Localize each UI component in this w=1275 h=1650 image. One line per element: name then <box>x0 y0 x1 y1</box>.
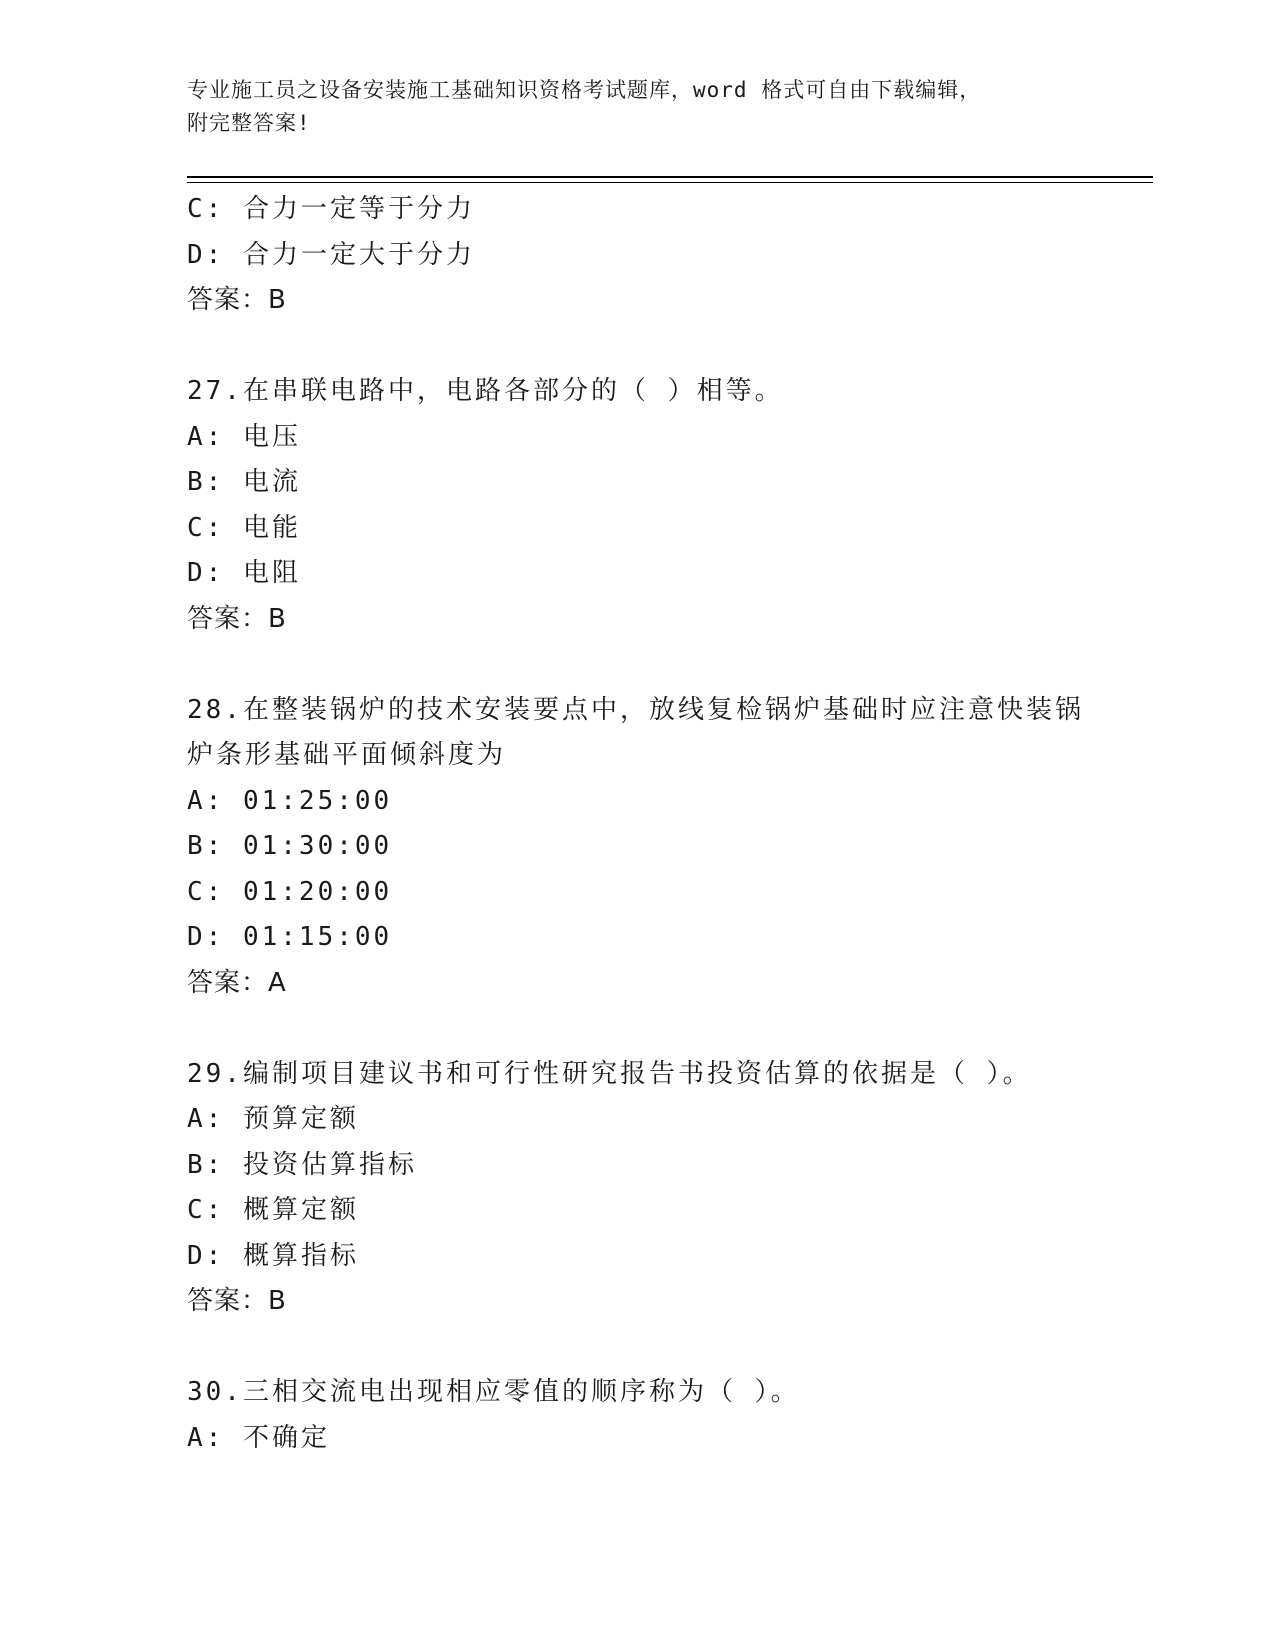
option-a: A: 不确定 <box>187 1422 330 1453</box>
question-text: 27.在串联电路中，电路各部分的（ ）相等。 <box>187 376 784 406</box>
question-text-line-1: 28.在整装锅炉的技术安装要点中，放线复检锅炉基础时应注意快装锅 <box>187 694 1084 725</box>
document-header <box>187 74 1087 140</box>
option-d: D: 合力一定大于分力 <box>187 239 475 270</box>
option-c: C: 概算定额 <box>187 1195 359 1225</box>
answer-line: 答案：B <box>187 1286 287 1316</box>
option-c: C: 合力一定等于分力 <box>187 194 475 224</box>
spacer <box>187 1325 1107 1371</box>
question-text-line-2: 炉条形基础平面倾斜度为 <box>187 740 507 770</box>
option-a: A: 电压 <box>187 421 301 452</box>
option-c: C: 电能 <box>187 512 301 543</box>
spacer <box>187 1006 1107 1052</box>
answer-line: 答案：B <box>187 285 287 315</box>
question-block-30 <box>187 1370 1107 1461</box>
question-block-prev <box>187 187 1107 324</box>
header-divider-thick <box>187 176 1153 178</box>
question-block-29 <box>187 1052 1107 1325</box>
option-b: B: 01:30:00 <box>187 831 393 861</box>
question-block-28 <box>187 688 1107 1007</box>
spacer <box>187 324 1107 370</box>
question-list <box>187 187 1107 1461</box>
option-c: C: 01:20:00 <box>187 876 393 907</box>
option-d: D: 概算指标 <box>187 1240 359 1271</box>
spacer <box>187 642 1107 688</box>
question-block-27 <box>187 369 1107 642</box>
answer-line: 答案：B <box>187 603 287 634</box>
option-d: D: 电阻 <box>187 558 301 588</box>
question-text: 30.三相交流电出现相应零值的顺序称为（ ）。 <box>187 1377 800 1407</box>
answer-line: 答案：A <box>187 967 287 998</box>
option-d: D: 01:15:00 <box>187 922 393 952</box>
question-text: 29.编制项目建议书和可行性研究报告书投资估算的依据是（ ）。 <box>187 1058 1032 1089</box>
option-b: B: 电流 <box>187 467 301 497</box>
header-intro-line-2: 附完整答案! <box>187 111 311 135</box>
option-a: A: 01:25:00 <box>187 785 393 816</box>
option-a: A: 预算定额 <box>187 1104 359 1134</box>
option-b: B: 投资估算指标 <box>187 1149 417 1180</box>
header-intro-line-1: 专业施工员之设备安装施工基础知识资格考试题库，word 格式可自由下载编辑， <box>187 78 982 102</box>
header-divider-thin <box>187 182 1153 183</box>
